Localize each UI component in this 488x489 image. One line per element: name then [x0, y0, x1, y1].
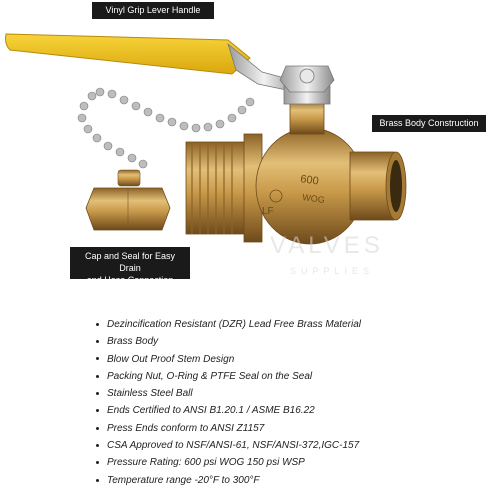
feature-item — [96, 333, 361, 350]
bullet-icon — [96, 323, 99, 326]
callout-body: Brass Body Construction — [372, 115, 486, 132]
feature-text: Temperature range -20°F to 300°F — [107, 474, 260, 486]
valve-pressure-marking: 600 — [299, 173, 320, 188]
feature-text: Blow Out Proof Stem Design — [107, 353, 235, 365]
bullet-icon — [96, 427, 99, 430]
feature-text: CSA Approved to NSF/ANSI-61, NSF/ANSI-372,IGC-157 — [107, 440, 360, 452]
feature-text: Pressure Rating: 600 psi WOG 150 psi WSP — [107, 457, 305, 469]
feature-text: Brass Body — [107, 336, 159, 348]
feature-item — [96, 437, 361, 454]
feature-text: Packing Nut, O-Ring & PTFE Seal on the Seal — [107, 370, 313, 382]
feature-text: Stainless Steel Ball — [107, 388, 193, 400]
feature-item — [96, 454, 361, 471]
bullet-icon — [96, 409, 99, 412]
bullet-icon — [96, 444, 99, 447]
feature-item — [96, 420, 361, 437]
bullet-icon — [96, 357, 99, 360]
valve-body — [186, 66, 406, 244]
feature-item — [96, 351, 361, 368]
brass-cap — [86, 170, 170, 230]
bullet-icon — [96, 461, 99, 464]
watermark-supplies: SUPPLIES — [290, 266, 375, 276]
feature-item — [96, 368, 361, 385]
vinyl-grip-handle — [6, 34, 301, 92]
callout-handle: Vinyl Grip Lever Handle — [92, 2, 214, 19]
bullet-icon — [96, 392, 99, 395]
callout-cap — [70, 247, 190, 285]
bullet-icon — [96, 340, 99, 343]
feature-item — [96, 316, 361, 333]
callout-cap-line1: Cap and Seal for Easy Drain — [84, 251, 176, 273]
watermark-valves: VALVES — [270, 232, 384, 259]
valve-lf-marking: LF — [262, 206, 274, 217]
feature-text: Ends Certified to ANSI B1.20.1 / ASME B16.22 — [107, 405, 315, 417]
feature-text: Press Ends conform to ANSI Z1157 — [107, 422, 265, 434]
bullet-icon — [96, 479, 99, 482]
feature-text: Dezincification Resistant (DZR) Lead Free Brass Material — [107, 319, 361, 330]
feature-item — [96, 472, 361, 489]
feature-item — [96, 385, 361, 402]
valve-wog-marking: WOG — [301, 192, 326, 206]
bullet-icon — [96, 375, 99, 378]
feature-item — [96, 402, 361, 419]
callout-cap-line2: and Hose Connection — [86, 275, 174, 285]
feature-list — [96, 316, 361, 489]
